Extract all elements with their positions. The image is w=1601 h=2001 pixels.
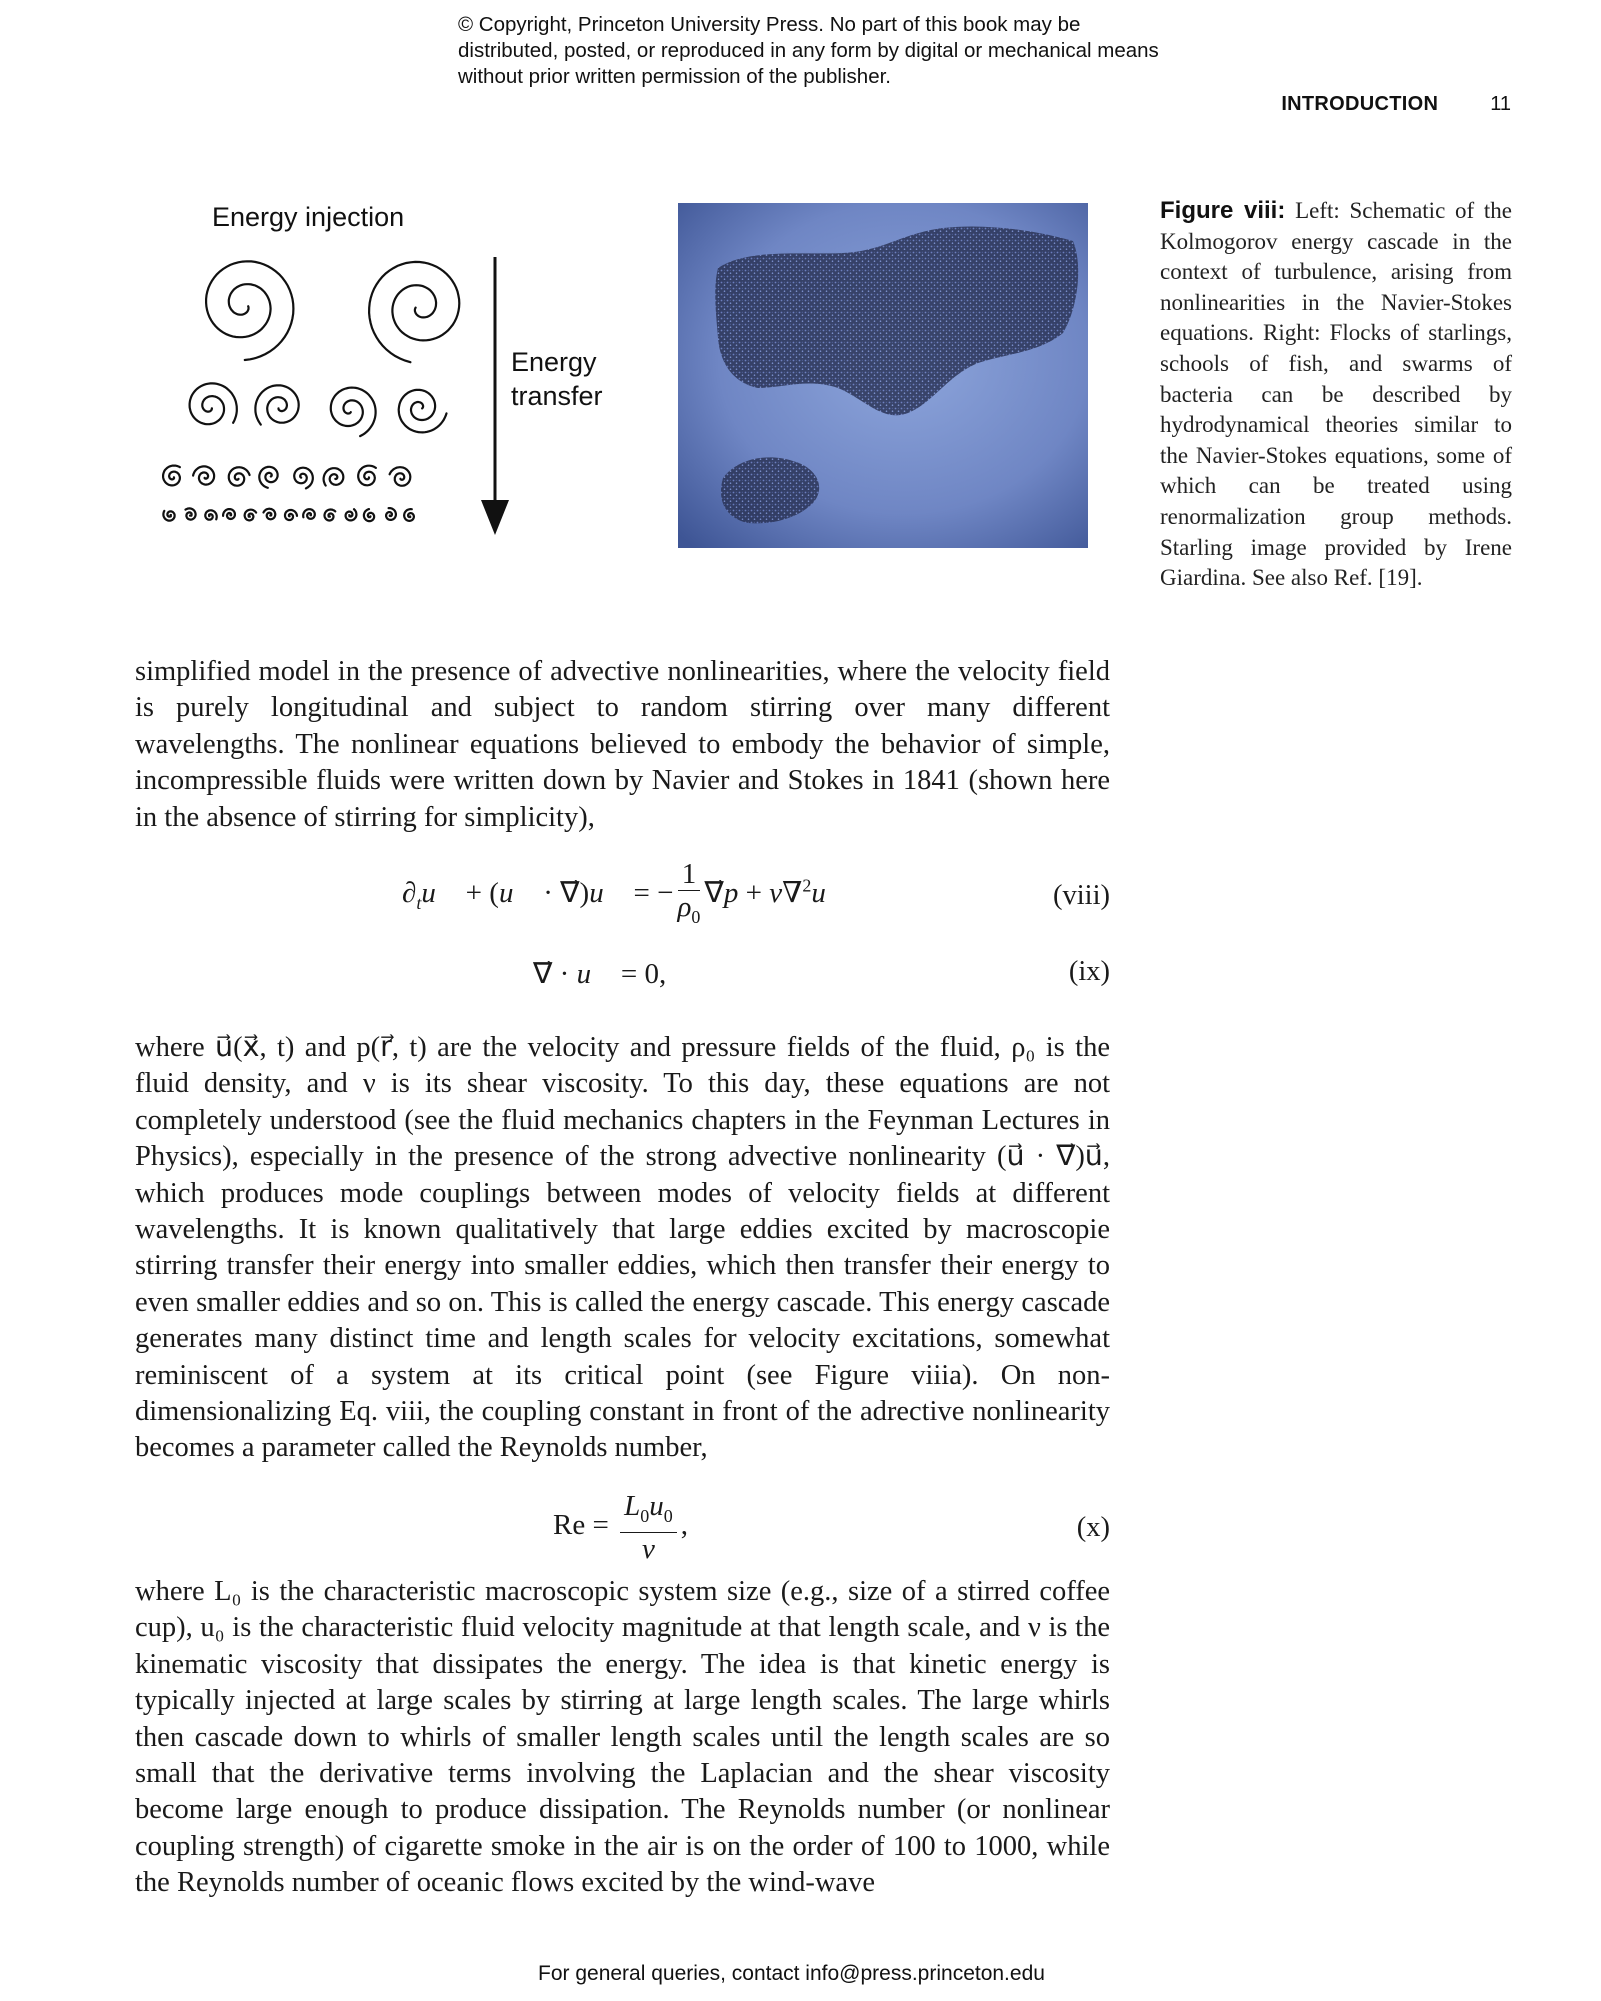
eddy-spiral	[294, 468, 313, 489]
energy-injection-label: Energy injection	[212, 202, 405, 232]
page-number: 11	[1490, 93, 1511, 115]
section-title: INTRODUCTION	[1281, 93, 1439, 115]
eddy-spiral	[223, 509, 235, 519]
eddy-spiral	[163, 466, 180, 486]
eddy-spiral	[229, 467, 250, 486]
eddy-spiral	[255, 385, 298, 424]
body-paragraph-2: where u⃗(x⃗, t) and p(r⃗, t) are the velocity and pressure fields of the fluid, ρ₀ is the fluid density, and ν is its shear viscosity. To this day, these equations are not completely understood (see the fluid mechanics chapters in the Feynman Lectures in Physics), especially in the presence of the strong advective nonlinearity (u⃗ · ∇⃗)u⃗, which produces mode couplings between modes of velocity fields at different wavelengths. It is known qualitatively that large eddies excited by macroscopie stirring transfer their energy into smaller eddies, which then transfer their energy to even smaller eddies and so on. This is called the energy cascade. This energy cascade generates many distinct time and length scales for velocity excitations, somewhat reminiscent of a system at its critical point (see Figure viiia). On non-dimensionalizing Eq. viii, the coupling constant in front of the adrective nonlinearity becomes a parameter called the Reynolds number,	[135, 1032, 1110, 1464]
eddy-spiral	[386, 508, 396, 520]
body-paragraph-1: simplified model in the presence of advective nonlinearities, where the velocity field is purely longitudinal and subject to random stirring over many different wavelengths. The nonlinear equations believed to embody the behavior of simple, incompressible fluids were written down by Navier and Stokes in 1841 (shown here in the absence of stirring for simplicity),	[135, 656, 1110, 833]
equation-viii: $\partial_tu⃗$ + (u⃗ · ∇⃗)u⃗ = − $\frac{1}{\rho_0}$ ∇⃗p + ν∇$^2$u⃗	[402, 858, 849, 927]
eddy-spiral	[358, 466, 376, 486]
eddy-spiral	[331, 388, 376, 437]
eddy-spiral	[369, 262, 459, 362]
eddy-spiral	[245, 510, 257, 521]
eddy-spiral	[190, 383, 237, 424]
eddy-spiral	[390, 467, 411, 486]
caption-text: Left: Schematic of the Kolmogorov energy cascade in the context of turbulence, arising from nonlinearities in the Navier-Stokes equations. Right: Flocks of starlings, schools of fish, and swarms of bacteria can be described by hydrodynamical theories similar to the Navier-Stokes equations, some of which can be treated using renormalization group methods. Starling image provided by Irene Giardina. See also Ref. [19].	[1160, 198, 1512, 591]
equation-x-number: (x)	[1076, 1512, 1110, 1543]
eddy-spiral	[303, 509, 315, 519]
eddy-spiral	[264, 509, 276, 520]
eddy-spiral	[325, 510, 336, 521]
equation-ix: ∇⃗ · u⃗ = 0,	[533, 958, 667, 990]
copyright-notice: © Copyright, Princeton University Press. No part of this book may be distributed, posted, or reproduced in any form by digital or mechanical means without prior written permission of the publisher.	[458, 13, 1159, 88]
equation-ix-number: (ix)	[1068, 956, 1110, 987]
starling-flock-photo	[678, 203, 1088, 548]
body-paragraph-3: where L₀ is the characteristic macroscopic system size (e.g., size of a stirred coffee cup), u₀ is the characteristic fluid velocity magnitude at that length scale, and ν is the kinematic viscosity that dissipates the energy. The idea is that kinetic energy is typically injected at large scales by stirring at large length scales. The large whirls then cascade down to whirls of smaller length scales until the length scales are so small that the derivative terms involving the Laplacian and the shear viscosity become large enough to produce dissipation. The Reynolds number (or nonlinear coupling strength) of cigarette smoke in the air is on the order of 100 to 1000, while the Reynolds number of oceanic flows excited by the wind-wave	[135, 1576, 1110, 1899]
eddy-spiral	[193, 466, 214, 484]
eddy-spiral	[163, 511, 174, 521]
running-header	[1281, 93, 1511, 116]
eddy-spiral	[285, 510, 297, 520]
equation-viii-number: (viii)	[1053, 880, 1110, 911]
caption-label: Figure viii:	[1160, 197, 1286, 224]
eddy-spiral	[259, 467, 277, 488]
transfer-arrow	[481, 257, 509, 535]
equation-x: Re = $\frac{L_0u_0}{\nu}$ ,	[553, 1490, 688, 1565]
footer-contact: For general queries, contact info@press.princeton.edu	[538, 1962, 1045, 1985]
eddy-spiral	[364, 509, 374, 521]
eddy-spiral	[206, 261, 293, 360]
eddy-spiral	[346, 509, 357, 520]
energy-cascade-schematic	[150, 195, 620, 555]
eddy-spiral	[324, 468, 344, 485]
eddy-spiral	[205, 510, 216, 519]
starling-image	[678, 203, 1088, 548]
energy-transfer-label: Energy transfer	[511, 347, 603, 411]
eddy-spiral	[404, 509, 414, 521]
eddy-spiral	[399, 390, 447, 433]
eddy-spiral	[186, 508, 196, 519]
figure-caption	[1160, 196, 1512, 594]
